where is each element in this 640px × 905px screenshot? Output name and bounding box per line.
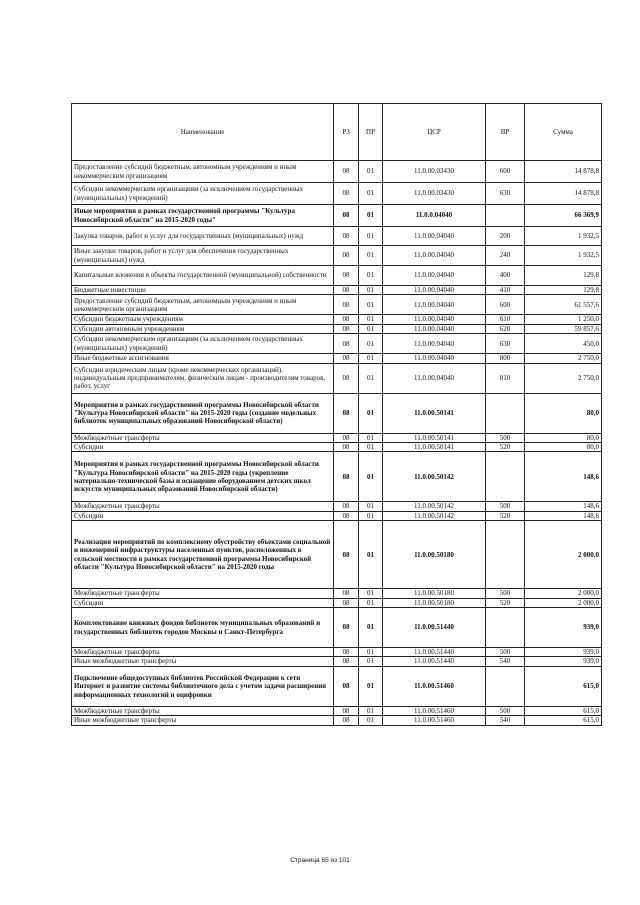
cell-sum: 939,0	[525, 657, 602, 666]
cell-pr: 01	[359, 443, 383, 452]
cell-vr: 500	[486, 433, 525, 442]
cell-csr: 11.0.00.50142	[383, 511, 486, 520]
cell-csr: 11.0.00.04040	[383, 324, 486, 333]
cell-vr: 540	[486, 657, 525, 666]
cell-vr: 500	[486, 589, 525, 598]
cell-csr: 11.0.00.51460	[383, 716, 486, 725]
cell-rz: 08	[334, 657, 359, 666]
table-row	[72, 716, 602, 725]
cell-sum: 148,6	[525, 452, 602, 502]
cell-sum: 1 250,0	[525, 315, 602, 324]
cell-pr: 01	[359, 452, 383, 502]
table-row	[72, 589, 602, 598]
table-row	[72, 657, 602, 666]
cell-pr: 01	[359, 706, 383, 715]
cell-csr: 11.0.00.50180	[383, 589, 486, 598]
cell-rz: 08	[334, 315, 359, 324]
cell-pr: 01	[359, 324, 383, 333]
cell-vr: 520	[486, 598, 525, 607]
cell-sum: 129,8	[525, 286, 602, 295]
page-number: Страница 65 из 101	[290, 857, 350, 864]
cell-name: Субсидии бюджетным учреждениям	[72, 315, 334, 324]
cell-rz: 08	[334, 286, 359, 295]
cell-rz: 08	[334, 363, 359, 393]
cell-sum: 615,0	[525, 666, 602, 706]
table-row	[72, 502, 602, 511]
cell-rz: 08	[334, 589, 359, 598]
cell-sum: 129,8	[525, 266, 602, 286]
cell-name: Закупка товаров, работ и услуг для государственных (муниципальных) нужд	[72, 227, 334, 246]
cell-vr	[486, 393, 525, 433]
cell-rz: 08	[334, 246, 359, 266]
cell-csr: 11.0.00.04040	[383, 354, 486, 363]
cell-pr: 01	[359, 334, 383, 354]
cell-sum: 59 857,6	[525, 324, 602, 333]
cell-name: Иные закупки товаров, работ и услуг для обеспечения государственных (муниципальных) нужд	[72, 246, 334, 266]
cell-csr: 11.0.00.51440	[383, 648, 486, 657]
cell-name: Межбюджетные трансферты	[72, 648, 334, 657]
cell-sum: 939,0	[525, 608, 602, 648]
table-row	[72, 433, 602, 442]
cell-vr	[486, 666, 525, 706]
cell-name: Субсидии	[72, 511, 334, 520]
cell-name: Иные бюджетные ассигнования	[72, 354, 334, 363]
cell-pr: 01	[359, 393, 383, 433]
cell-name: Мероприятия в рамках государственной программы Новосибирской области "Культура Новосибирской области" на 2015-2020 годы (создание модельных библиотек муниципальных образований Новосибирской области)	[72, 393, 334, 433]
cell-pr: 01	[359, 363, 383, 393]
header-sum: Сумма	[525, 104, 602, 161]
cell-rz: 08	[334, 716, 359, 725]
cell-pr: 01	[359, 246, 383, 266]
cell-csr: 11.0.00.04040	[383, 315, 486, 324]
table-row	[72, 521, 602, 589]
cell-pr: 01	[359, 354, 383, 363]
cell-rz: 08	[334, 227, 359, 246]
cell-sum: 450,0	[525, 334, 602, 354]
cell-name: Капитальные вложения в объекты государственной (муниципальной) собственности	[72, 266, 334, 286]
budget-table	[71, 103, 602, 726]
table-row	[72, 598, 602, 607]
cell-vr: 240	[486, 246, 525, 266]
cell-sum: 148,6	[525, 502, 602, 511]
cell-pr: 01	[359, 433, 383, 442]
cell-rz: 08	[334, 452, 359, 502]
cell-csr: 11.0.00.03430	[383, 183, 486, 205]
cell-vr: 520	[486, 511, 525, 520]
cell-sum: 148,6	[525, 511, 602, 520]
cell-pr: 01	[359, 266, 383, 286]
cell-csr: 11.0.00.50180	[383, 521, 486, 589]
cell-pr: 01	[359, 716, 383, 725]
cell-rz: 08	[334, 521, 359, 589]
table-row	[72, 295, 602, 315]
cell-csr: 11.0.00.03430	[383, 161, 486, 183]
cell-rz: 08	[334, 161, 359, 183]
header-csr: ЦСР	[383, 104, 486, 161]
cell-sum: 80,0	[525, 393, 602, 433]
cell-sum: 2 000,0	[525, 589, 602, 598]
cell-csr: 11.0.00.50141	[383, 443, 486, 452]
cell-rz: 08	[334, 648, 359, 657]
cell-pr: 01	[359, 205, 383, 227]
cell-csr: 11.0.00.51460	[383, 666, 486, 706]
table-row	[72, 286, 602, 295]
cell-name: Субсидии юридическим лицам (кроме некоммерческих организаций), индивидуальным предпринимателям, физическим лицам - производителям товаров, работ, услуг	[72, 363, 334, 393]
cell-name: Комплектование книжных фондов библиотек муниципальных образований и государственных библиотек городов Москвы и Санкт-Петербурга	[72, 608, 334, 648]
table-row	[72, 161, 602, 183]
cell-pr: 01	[359, 315, 383, 324]
table-row	[72, 266, 602, 286]
cell-name: Иные межбюджетные трансферты	[72, 716, 334, 725]
cell-pr: 01	[359, 502, 383, 511]
header-rz: РЗ	[334, 104, 359, 161]
cell-rz: 08	[334, 443, 359, 452]
cell-csr: 11.0.00.51460	[383, 706, 486, 715]
cell-sum: 80,0	[525, 433, 602, 442]
cell-csr: 11.0.00.50180	[383, 598, 486, 607]
cell-rz: 08	[334, 666, 359, 706]
cell-csr: 11.0.00.04040	[383, 227, 486, 246]
cell-pr: 01	[359, 227, 383, 246]
cell-vr: 200	[486, 227, 525, 246]
cell-rz: 08	[334, 706, 359, 715]
cell-rz: 08	[334, 334, 359, 354]
cell-rz: 08	[334, 393, 359, 433]
cell-csr: 11.0.0.04040	[383, 205, 486, 227]
cell-sum: 66 369,9	[525, 205, 602, 227]
cell-vr: 400	[486, 266, 525, 286]
cell-vr: 610	[486, 315, 525, 324]
cell-vr: 500	[486, 648, 525, 657]
cell-rz: 08	[334, 598, 359, 607]
table-row	[72, 324, 602, 333]
cell-rz: 08	[334, 608, 359, 648]
cell-vr: 630	[486, 183, 525, 205]
cell-vr: 410	[486, 286, 525, 295]
cell-sum: 615,0	[525, 706, 602, 715]
cell-name: Предоставление субсидий бюджетным, автономным учреждениям и иным некоммерческим организациям	[72, 295, 334, 315]
table-row	[72, 246, 602, 266]
cell-csr: 11.0.00.50141	[383, 393, 486, 433]
table-row	[72, 511, 602, 520]
cell-sum: 615,0	[525, 716, 602, 725]
cell-name: Субсидии	[72, 598, 334, 607]
table-row	[72, 443, 602, 452]
table-header-row	[72, 104, 602, 161]
cell-name: Мероприятия в рамках государственной программы Новосибирской области "Культура Новосибирской области" на 2015-2020 годы (укрепление материально-технической базы и оснащение оборудованием детских школ искусств муниципальных образований Новосибирской области)	[72, 452, 334, 502]
cell-name: Межбюджетные трансферты	[72, 589, 334, 598]
cell-rz: 08	[334, 324, 359, 333]
cell-vr: 800	[486, 354, 525, 363]
cell-csr: 11.0.00.51440	[383, 608, 486, 648]
cell-pr: 01	[359, 598, 383, 607]
cell-name: Иные мероприятия в рамках государственной программы "Культура Новосибирской области" на 2015-2020 годы"	[72, 205, 334, 227]
cell-name: Субсидии	[72, 443, 334, 452]
cell-vr	[486, 608, 525, 648]
table-row	[72, 706, 602, 715]
cell-vr: 600	[486, 161, 525, 183]
cell-vr: 540	[486, 716, 525, 725]
cell-rz: 08	[334, 295, 359, 315]
table-row	[72, 452, 602, 502]
cell-rz: 08	[334, 354, 359, 363]
cell-csr: 11.0.00.50142	[383, 452, 486, 502]
cell-sum: 2 000,0	[525, 521, 602, 589]
cell-rz: 08	[334, 183, 359, 205]
cell-vr	[486, 521, 525, 589]
cell-name: Межбюджетные трансферты	[72, 502, 334, 511]
cell-csr: 11.0.00.04040	[383, 246, 486, 266]
cell-rz: 08	[334, 511, 359, 520]
cell-sum: 61 557,6	[525, 295, 602, 315]
table-row	[72, 205, 602, 227]
cell-vr	[486, 452, 525, 502]
cell-pr: 01	[359, 648, 383, 657]
table-row	[72, 354, 602, 363]
table-row	[72, 183, 602, 205]
cell-pr: 01	[359, 657, 383, 666]
table-row	[72, 648, 602, 657]
cell-rz: 08	[334, 433, 359, 442]
cell-vr: 600	[486, 295, 525, 315]
cell-rz: 08	[334, 502, 359, 511]
cell-sum: 1 932,5	[525, 227, 602, 246]
cell-name: Реализация мероприятий по комплексному обустройству объектами социальной и инженерной инфраструктуры населенных пунктов, расположенных в сельской местности в рамках государственной программы Новосибирской области "Культура Новосибирской области" на 2015-2020 годы	[72, 521, 334, 589]
cell-vr	[486, 205, 525, 227]
cell-name: Бюджетные инвестиции	[72, 286, 334, 295]
cell-csr: 11.0.00.04040	[383, 286, 486, 295]
cell-sum: 2 000,0	[525, 598, 602, 607]
cell-sum: 939,0	[525, 648, 602, 657]
cell-sum: 2 750,0	[525, 363, 602, 393]
cell-vr: 520	[486, 443, 525, 452]
cell-csr: 11.0.00.04040	[383, 334, 486, 354]
cell-name: Субсидии некоммерческим организациям (за исключением государственных (муниципальных) учреждений)	[72, 334, 334, 354]
cell-pr: 01	[359, 666, 383, 706]
cell-pr: 01	[359, 295, 383, 315]
cell-rz: 08	[334, 205, 359, 227]
table-row	[72, 315, 602, 324]
cell-csr: 11.0.00.51440	[383, 657, 486, 666]
cell-pr: 01	[359, 511, 383, 520]
cell-pr: 01	[359, 589, 383, 598]
cell-csr: 11.0.00.50141	[383, 433, 486, 442]
table-row	[72, 666, 602, 706]
cell-vr: 620	[486, 324, 525, 333]
cell-name: Субсидии некоммерческим организациям (за исключением государственных (муниципальных) учреждений)	[72, 183, 334, 205]
cell-name: Межбюджетные трансферты	[72, 706, 334, 715]
cell-sum: 14 878,8	[525, 183, 602, 205]
cell-csr: 11.0.00.04040	[383, 295, 486, 315]
cell-sum: 80,0	[525, 443, 602, 452]
cell-sum: 2 750,0	[525, 354, 602, 363]
cell-pr: 01	[359, 608, 383, 648]
cell-pr: 01	[359, 286, 383, 295]
cell-csr: 11.0.00.04040	[383, 266, 486, 286]
table-row	[72, 363, 602, 393]
cell-pr: 01	[359, 161, 383, 183]
cell-vr: 500	[486, 706, 525, 715]
table-row	[72, 608, 602, 648]
header-vr: ВР	[486, 104, 525, 161]
cell-name: Иные межбюджетные трансферты	[72, 657, 334, 666]
cell-rz: 08	[334, 266, 359, 286]
cell-pr: 01	[359, 183, 383, 205]
cell-sum: 1 932,5	[525, 246, 602, 266]
cell-name: Субсидии автономным учреждениям	[72, 324, 334, 333]
cell-name: Межбюджетные трансферты	[72, 433, 334, 442]
cell-vr: 500	[486, 502, 525, 511]
cell-name: Подключение общедоступных библиотек Российской Федерации к сети Интернет и развитие системы библиотечного дела с учетом задачи расширения информационных технологий и оцифровки	[72, 666, 334, 706]
table-row	[72, 393, 602, 433]
table-row	[72, 227, 602, 246]
header-pr: ПР	[359, 104, 383, 161]
cell-csr: 11.0.00.04040	[383, 363, 486, 393]
cell-vr: 810	[486, 363, 525, 393]
table-body	[72, 161, 602, 726]
cell-vr: 630	[486, 334, 525, 354]
header-name: Наименование	[72, 104, 334, 161]
cell-pr: 01	[359, 521, 383, 589]
cell-name: Предоставление субсидий бюджетным, автономным учреждениям и иным некоммерческим организациям	[72, 161, 334, 183]
cell-csr: 11.0.00.50142	[383, 502, 486, 511]
table-row	[72, 334, 602, 354]
cell-sum: 14 878,8	[525, 161, 602, 183]
